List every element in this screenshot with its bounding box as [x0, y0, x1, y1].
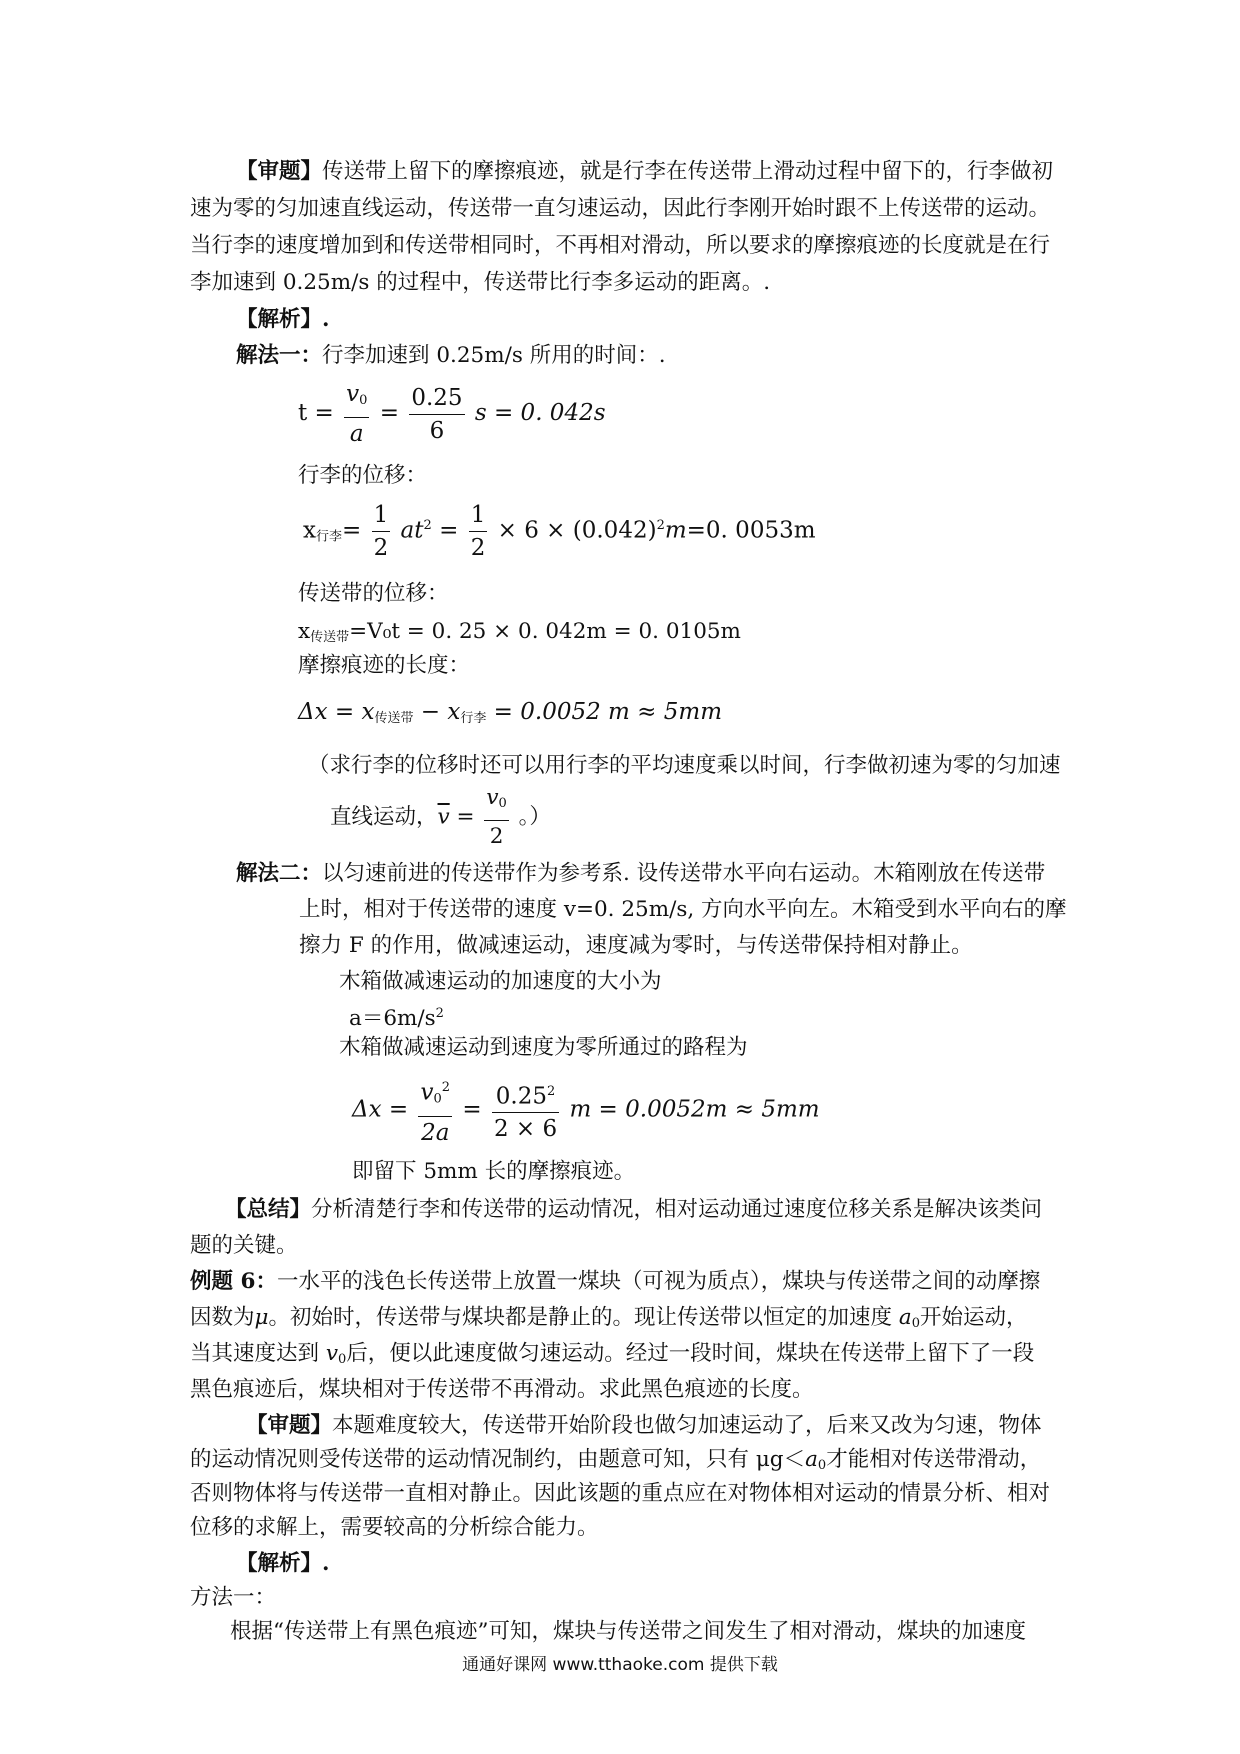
method-one-label: 方法一： — [190, 1585, 277, 1610]
review2-line1: 【审题】本题难度较大，传送带开始阶段也做匀加速运动了，后来又改为匀速，物体 — [246, 1413, 1042, 1438]
acceleration-value: $a=6m/s^2$ — [349, 1006, 444, 1032]
example6-line1: 例题 6：一水平的浅色长传送带上放置一煤块（可视为质点），煤块与传送带之间的动摩擦 — [190, 1269, 1041, 1294]
review-para-line4: 李加速到 0.25m/s 的过程中，传送带比行李多运动的距离。. — [190, 270, 771, 295]
example6-line4: 黑色痕迹后，煤块相对于传送带不再滑动。求此黑色痕迹的长度。 — [190, 1377, 814, 1402]
method2-line4: 木箱做减速运动的加速度的大小为 — [339, 969, 662, 994]
belt-displacement-label: 传送带的位移： — [298, 581, 449, 606]
equation-belt-displacement: $x_{传送带}=V_0t = 0$. 25 × 0. 042m = 0. 0105m — [298, 619, 741, 645]
note-line1: （求行李的位移时还可以用行李的平均速度乘以时间，行李做初速为零的匀加速 — [308, 753, 1061, 778]
fraction-025-over-6: $\frac{0.25}{6}$ — [409, 382, 464, 447]
review-para-line2: 速为零的匀加速直线运动，传送带一直匀速运动，因此行李刚开始时跟不上传送带的运动。 — [190, 196, 1051, 221]
equation-time: t = $\frac{v_0}{a}$ = $\frac{0.25}{6}$ s = 0. 042s — [298, 378, 606, 450]
review2-label: 【审题】 — [246, 1413, 333, 1438]
review2-line4: 位移的求解上，需要较高的分析综合能力。 — [190, 1515, 599, 1540]
method1-label: 解法一： — [236, 343, 323, 368]
review2-line3: 否则物体将与传送带一直相对静止。因此该题的重点应在对物体相对运动的情景分析、相对 — [190, 1481, 1051, 1506]
last-line: 根据“传送带上有黑色痕迹”可知，煤块与传送带之间发生了相对滑动，煤块的加速度 — [230, 1619, 1026, 1644]
example6-line3: 当其速度达到 $v_0$后，便以此速度做匀速运动。经过一段时间，煤块在传送带上留下了一段 — [190, 1341, 1035, 1367]
analysis-label-2: 【解析】. — [236, 1551, 330, 1576]
page-footer: 通通好课网 www.tthaoke.com 提供下载 — [462, 1655, 778, 1675]
summary-line2: 题的关键。 — [190, 1233, 298, 1258]
analysis-label: 【解析】. — [236, 307, 330, 332]
example6-label: 例题 6： — [190, 1269, 277, 1294]
equation-trace-length: $\Delta x = x_{传送带} - x_{行李} = 0.0052$ m ≈ 5mm — [298, 699, 722, 726]
method2-line5: 木箱做减速运动到速度为零所通过的路程为 — [339, 1035, 748, 1060]
equation-luggage-displacement: $x_{行李}=$ $\frac{1}{2}$ $at^2$ = $\frac{1}{2}$ × $6 \times (0.042)^2m=0$. 0053m — [303, 494, 816, 570]
review-para-line1: 【审题】传送带上留下的摩擦痕迹，就是行李在传送带上滑动过程中留下的，行李做初 — [236, 159, 1054, 184]
equation-deceleration-distance: Δx = $\frac{v_0^2}{2a}$ = $\frac{0.25^2}{2 \times 6}$ m = 0.0052m ≈ 5mm — [352, 1072, 820, 1149]
fraction-v0-over-2: $\frac{v_0}{2}$ — [484, 782, 508, 853]
summary-line1: 【总结】分析清楚行李和传送带的运动情况，相对运动通过速度位移关系是解决该类问 — [225, 1197, 1043, 1222]
trace-length-label: 摩擦痕迹的长度： — [298, 653, 471, 678]
luggage-displacement-label: 行李的位移： — [298, 463, 428, 488]
fraction-v0-over-a: $\frac{v_0}{a}$ — [344, 378, 369, 450]
method1-line: 解法一：行李加速到 0.25m/s 所用的时间：. — [236, 343, 666, 368]
method2-line1: 解法二：以匀速前进的传送带作为参考系. 设传送带水平向右运动。木箱刚放在传送带 — [236, 861, 1046, 886]
method2-line2: 上时，相对于传送带的速度 v=0. 25m/s, 方向水平向左。木箱受到水平向右的摩 — [299, 897, 1067, 922]
summary-label: 【总结】 — [225, 1197, 312, 1222]
method2-label: 解法二： — [236, 861, 323, 886]
method2-line3: 擦力 F 的作用，做减速运动，速度减为零时，与传送带保持相对静止。 — [299, 933, 973, 958]
example6-line2: 因数为μ。初始时，传送带与煤块都是静止的。现让传送带以恒定的加速度 $a_0$开始运动， — [190, 1305, 1028, 1331]
review-label: 【审题】 — [236, 159, 323, 184]
review2-line2: 的运动情况则受传送带的运动情况制约，由题意可知，只有 $\mu g<a_0$才能相对传送带滑动， — [190, 1447, 1042, 1473]
review-para-line3: 当行李的速度增加到和传送带相同时，不再相对滑动，所以要求的摩擦痕迹的长度就是在行 — [190, 233, 1051, 258]
method2-conclusion: 即留下 5mm 长的摩擦痕迹。 — [352, 1159, 636, 1184]
note-line2: 直线运动，$\overline{v}$ = $\frac{v_0}{2}$ 。） — [330, 782, 551, 853]
